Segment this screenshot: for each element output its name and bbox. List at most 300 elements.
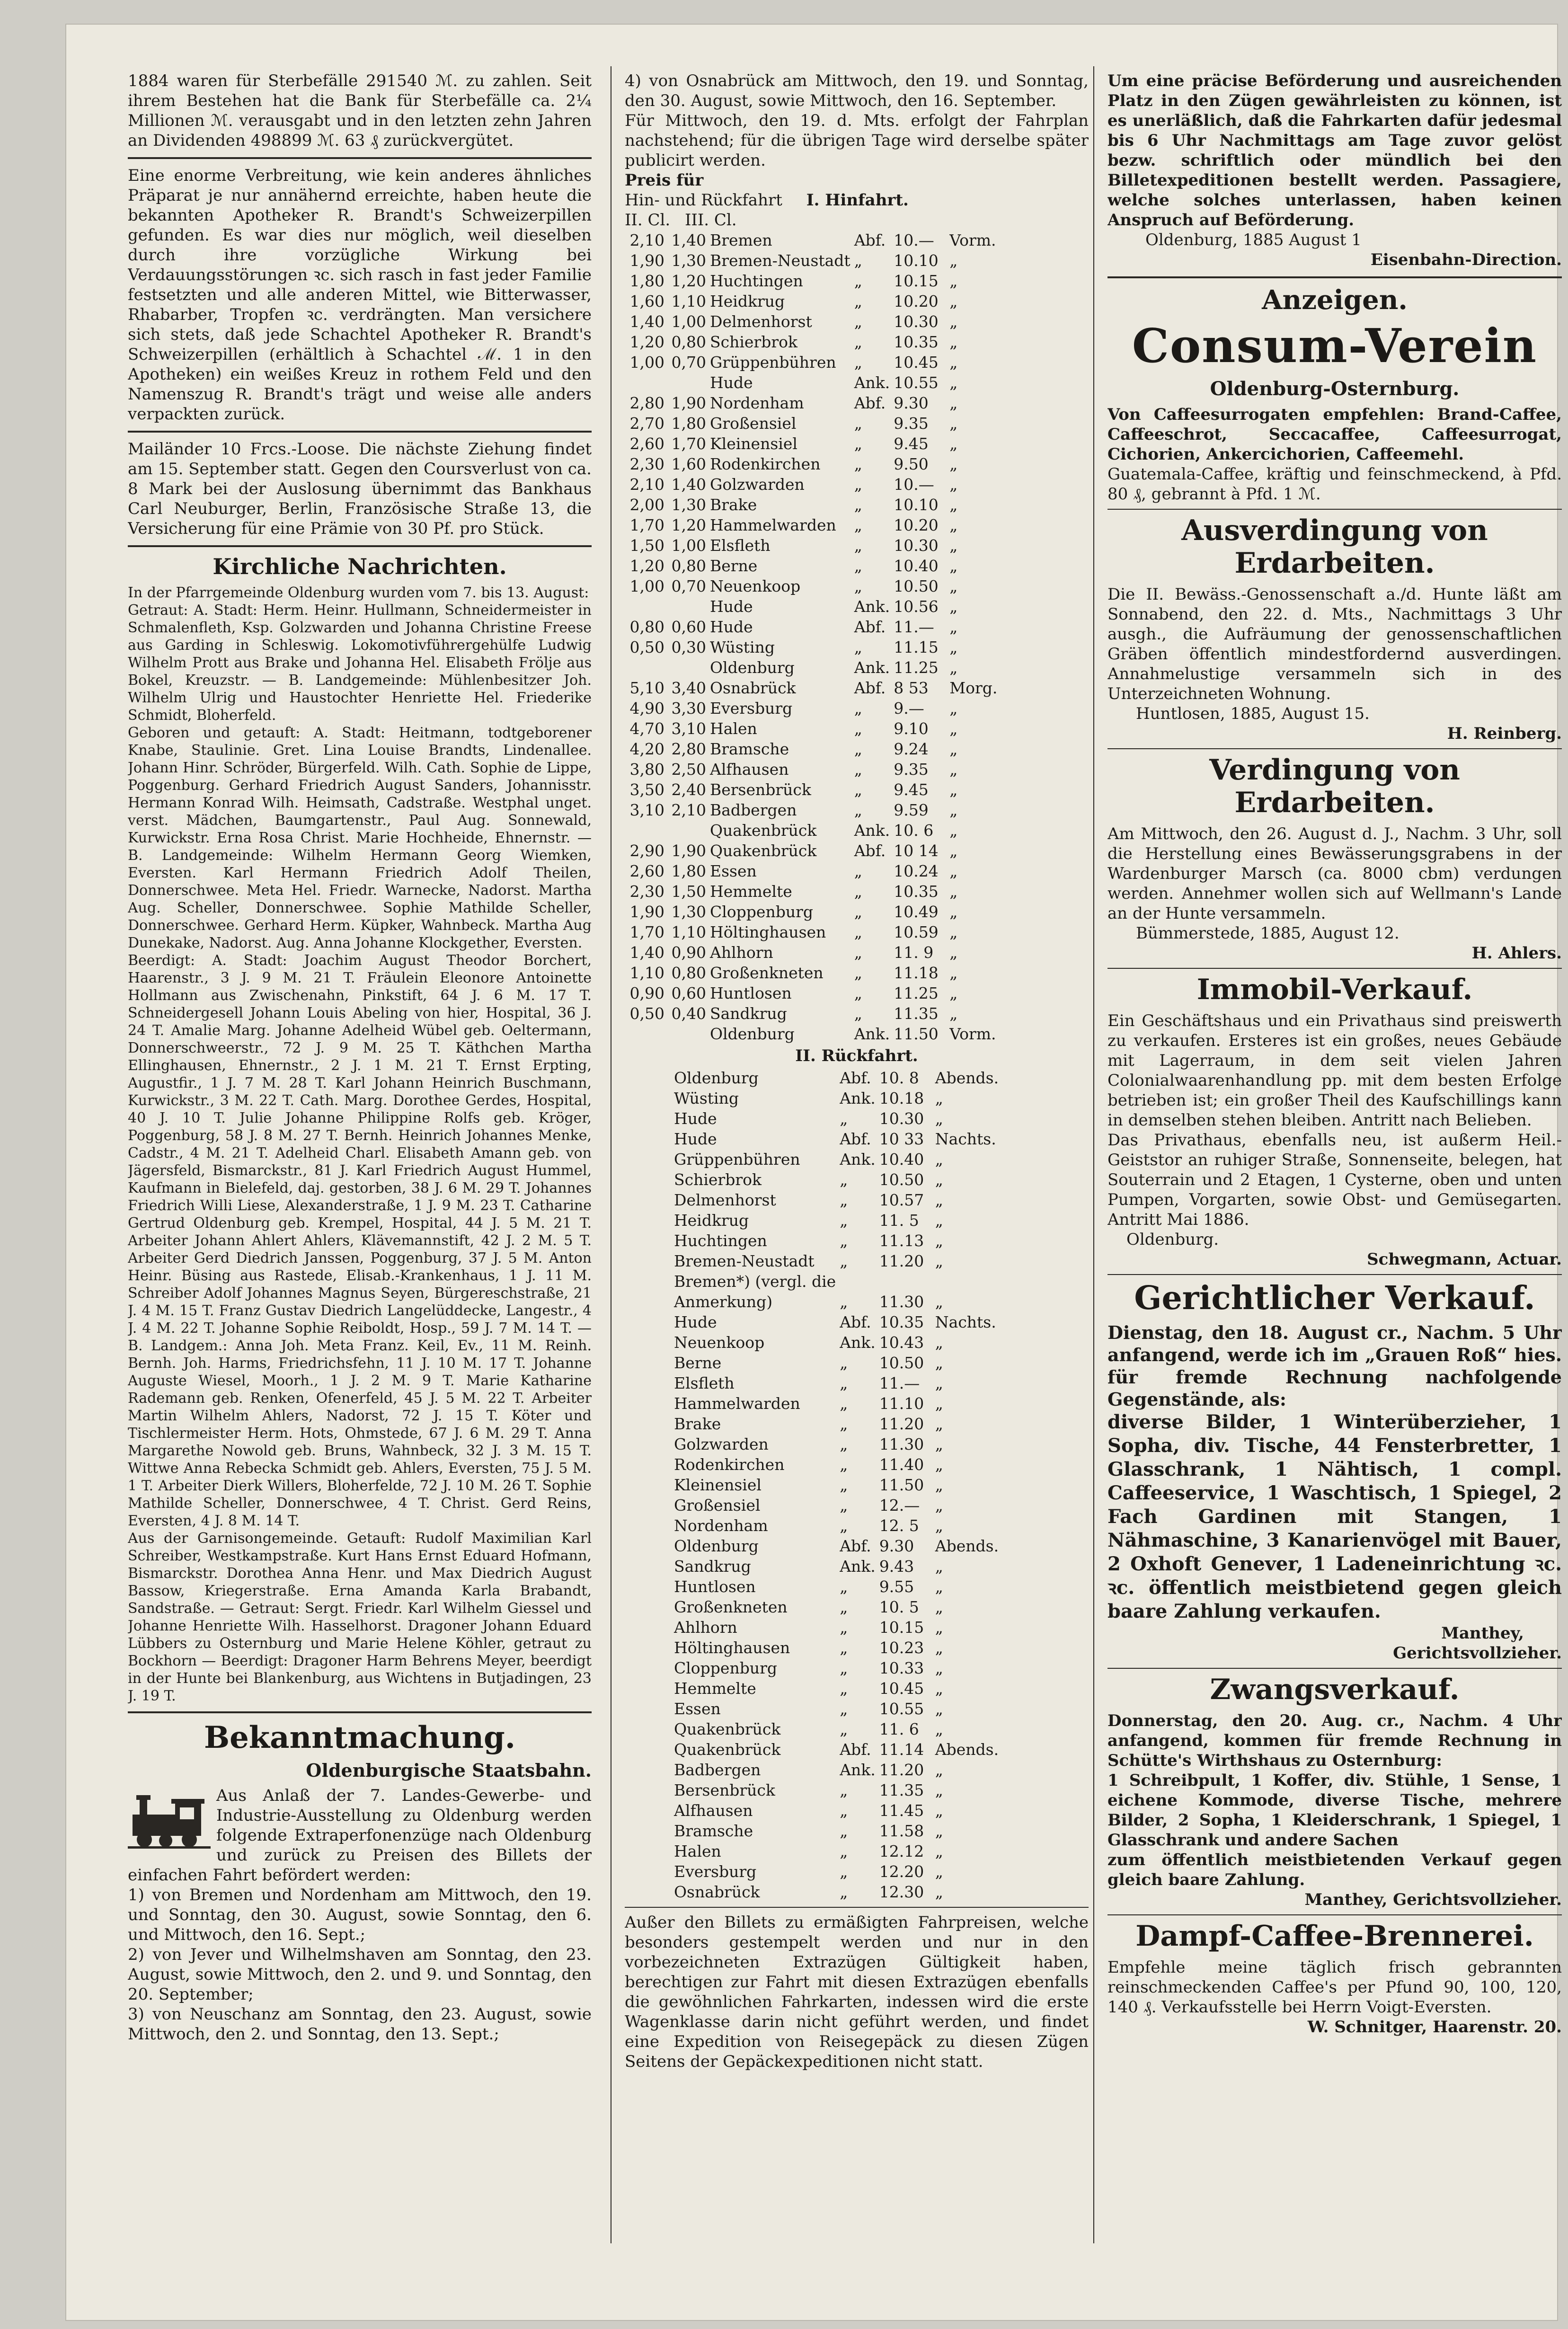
timetable-cell: 9.35: [894, 760, 929, 779]
class-3-label: III. Cl.: [685, 211, 737, 230]
timetable-cell: „: [840, 1516, 848, 1535]
timetable-cell: 1,60: [671, 455, 706, 473]
railway-subtitle: Oldenburgische Staatsbahn.: [306, 1760, 592, 1781]
timetable-cell: 11.45: [879, 1801, 924, 1820]
timetable-cell: „: [935, 1516, 943, 1535]
court-sale-items: diverse Bilder, 1 Winterüberzieher, 1 Sopha, div. Tische, 44 Fensterbretter, 1 Glasschrank, 1 Nähtisch, 1 compl. Caffeeservice, 1 Waschtisch, 1 Spiegel, 2 Fach Gardinen mit Stangen, 1 Nähmaschine, 3 Kanarienvögel mit Bauer, 2 Oxhoft Genever, 1 Ladeneinrichtung ꝛc. ꝛc. öffentlich meistbietend gegen gleich baare Zahlung verkaufen.: [1107, 1411, 1562, 1623]
timetable-cell: „: [854, 740, 862, 758]
timetable-cell: „: [935, 1781, 943, 1799]
timetable-cell: 10.35: [879, 1313, 924, 1331]
timetable-cell: 2,80: [671, 740, 706, 758]
timetable-cell: „: [840, 1354, 848, 1372]
timetable-cell: Oldenburg: [710, 1025, 795, 1043]
timetable-cell: „: [949, 719, 958, 738]
timetable-cell: 0,30: [671, 638, 706, 656]
timetable-cell: „: [854, 903, 862, 921]
timetable-cell: 1,10: [671, 292, 706, 310]
timetable-cell: „: [840, 1435, 848, 1453]
timetable-row: [672, 1149, 1006, 1169]
timetable-cell: 11. 6: [879, 1720, 919, 1738]
railway-notice-signature: Eisenbahn-Direction.: [1370, 250, 1562, 269]
timetable-cell: „: [854, 882, 862, 901]
timetable-row: [625, 535, 1089, 556]
timetable-cell: „: [854, 455, 862, 473]
timetable-cell: Abf.: [840, 1313, 871, 1331]
timetable-cell: Hemmelte: [710, 882, 792, 901]
timetable-cell: „: [949, 251, 958, 270]
timetable-cell: 1,50: [671, 882, 706, 901]
timetable-cell: 2,70: [629, 414, 664, 433]
timetable-row: [672, 1210, 1006, 1231]
timetable-row: [625, 657, 1089, 678]
timetable-row: [672, 1271, 1006, 1292]
timetable-row: [672, 1882, 1006, 1902]
timetable-cell: 1,10: [629, 964, 664, 982]
timetable-cell: Ank.: [854, 597, 890, 616]
timetable-cell: Huchtingen: [674, 1231, 767, 1250]
timetable-cell: „: [935, 1577, 943, 1596]
timetable-cell: 9.30: [879, 1537, 914, 1555]
timetable-cell: 2,10: [629, 231, 664, 249]
timetable-cell: „: [949, 333, 958, 351]
timetable-cell: „: [949, 414, 958, 433]
timetable-cell: [625, 820, 666, 841]
consum-verein-text: Von Caffeesurrogaten empfehlen: Brand-Caffee, Caffeeschrot, Seccacaffee, Caffeesurrogat, Cichorien, Ankercichorien, Caffeemehl.: [1107, 405, 1562, 464]
timetable-cell: „: [949, 516, 958, 534]
timetable-row: [625, 413, 1089, 434]
timetable-cell: Kleinensiel: [710, 434, 797, 453]
timetable-cell: 1,60: [629, 292, 664, 310]
timetable-cell: „: [854, 1004, 862, 1023]
timetable-cell: 4,70: [629, 719, 664, 738]
timetable-class-head: [625, 210, 1089, 230]
timetable-cell: 8 53: [894, 679, 929, 697]
timetable-cell: 1,40: [671, 231, 706, 249]
timetable-cell: „: [949, 577, 958, 595]
timetable-cell: „: [935, 1618, 943, 1637]
timetable-cell: „: [854, 984, 862, 1002]
timetable-cell: „: [854, 557, 862, 575]
timetable-cell: Essen: [674, 1700, 721, 1718]
timetable-cell: Abends.: [935, 1537, 999, 1555]
timetable-cell: 1,70: [671, 434, 706, 453]
timetable-row: [625, 596, 1089, 617]
timetable-cell: „: [949, 1004, 958, 1023]
timetable-cell: 10.20: [894, 516, 939, 534]
timetable-cell: Osnabrück: [710, 679, 796, 697]
timetable-cell: 2,10: [629, 475, 664, 494]
timetable-cell: 10 14: [894, 841, 939, 860]
timetable-cell: Morg.: [949, 679, 998, 697]
forced-sale-lead: Donnerstag, den 20. Aug. cr., Nachm. 4 Uhr anfangend, kommen für fremde Rechnung in Schütte's Wirthshaus zu Osternburg:: [1107, 1711, 1562, 1771]
timetable-row: [625, 1024, 1089, 1044]
timetable-cell: 1,70: [629, 923, 664, 941]
timetable-cell: Quakenbrück: [674, 1720, 781, 1738]
timetable-cell: Anmerkung): [674, 1293, 773, 1311]
timetable-cell: 1,20: [629, 557, 664, 575]
announcement-item-4: 4) von Osnabrück am Mittwoch, den 19. und Sonntag, den 30. August, sowie Mittwoch, den 16. September.: [625, 71, 1089, 110]
timetable-row: [625, 454, 1089, 474]
timetable-row: [672, 1617, 1006, 1638]
timetable-row: [672, 1251, 1006, 1271]
timetable-row: [625, 230, 1089, 250]
timetable-cell: „: [840, 1862, 848, 1881]
timetable-cell: Nordenham: [674, 1516, 768, 1535]
timetable-cell: „: [840, 1801, 848, 1820]
timetable-row: [625, 495, 1089, 515]
timetable-cell: „: [949, 903, 958, 921]
timetable-cell: Höltinghausen: [710, 923, 826, 941]
timetable-head-roundtrip: Hin- und Rückfahrt: [625, 191, 782, 210]
timetable-cell: „: [935, 1354, 943, 1372]
timetable-row: [625, 271, 1089, 291]
timetable-cell: Quakenbrück: [710, 821, 817, 840]
timetable-cell: Bremen-Neustadt: [710, 251, 850, 270]
timetable-cell: Badbergen: [710, 801, 797, 819]
timetable-cell: 2,50: [671, 760, 706, 779]
timetable-cell: 10.59: [894, 923, 939, 941]
timetable-cell: 10.23: [879, 1638, 924, 1657]
timetable-cell: 10.15: [879, 1618, 924, 1637]
timetable-cell: 10.30: [894, 312, 939, 331]
timetable-cell: 12.20: [879, 1862, 924, 1881]
timetable-cell: Nachts.: [935, 1313, 996, 1331]
timetable-cell: „: [854, 780, 862, 799]
timetable-cell: 11.50: [879, 1476, 924, 1494]
timetable-cell: Eversburg: [710, 699, 793, 717]
timetable-cell: 2,30: [629, 882, 664, 901]
timetable-cell: „: [854, 719, 862, 738]
railway-notice-date: Oldenburg, 1885 August 1: [1145, 230, 1362, 249]
timetable-cell: Ank.: [840, 1150, 876, 1169]
timetable-cell: 1,40: [629, 943, 664, 962]
timetable-cell: „: [949, 455, 958, 473]
consum-verein-subtitle: Oldenburg-Osternburg.: [1210, 378, 1460, 400]
timetable-cell: „: [935, 1476, 943, 1494]
divider: [625, 1907, 1089, 1908]
coffee-roastery-text: Empfehle meine täglich frisch gebrannten reinschmeckenden Caffee's per Pfund 90, 100, 120, 140 ₰. Verkaufsstelle bei Herrn Voigt-Eversten.: [1107, 1958, 1562, 2017]
announcement-title: Bekanntmachung.: [204, 1720, 516, 1755]
timetable-cell: 1,30: [671, 251, 706, 270]
timetable-cell: „: [935, 1109, 943, 1128]
timetable-cell: Hude: [710, 618, 753, 636]
timetable-cell: 11.20: [879, 1415, 924, 1433]
timetable-cell: [666, 820, 708, 841]
timetable-row: [625, 332, 1089, 352]
timetable-cell: „: [949, 984, 958, 1002]
outbound-timetable: [625, 230, 1089, 1044]
timetable-cell: Großenkneten: [710, 964, 824, 982]
timetable-cell: „: [935, 1598, 943, 1616]
timetable-cell: Hemmelte: [674, 1679, 756, 1698]
timetable-row: [672, 1068, 1006, 1088]
timetable-row: [625, 311, 1089, 332]
timetable-cell: 10. 5: [879, 1598, 919, 1616]
timetable-cell: 9.55: [879, 1577, 914, 1596]
immobil-place: Oldenburg.: [1126, 1230, 1219, 1249]
timetable-cell: 10.20: [894, 292, 939, 310]
timetable-cell: Huntlosen: [710, 984, 792, 1002]
column-left: [128, 71, 592, 2044]
railway-notice: Um eine präcise Beförderung und ausreichenden Platz in den Zügen gewährleisten zu können, ist es unerläßlich, daß die Fahrkarten dafür jedesmal bis 6 Uhr Nachmittags am Tage zuvor gelöst bezw. schriftlich oder mündlich bei den Billetexpeditionen bestellt werden. Passagiere, welche solches unterlassen, haben keinen Anspruch auf Beförderung.: [1107, 71, 1562, 230]
ausverdingung-title: Ausverdingung von Erdarbeiten.: [1181, 514, 1488, 580]
timetable-row: [625, 678, 1089, 698]
timetable-cell: 9.35: [894, 414, 929, 433]
timetable-row: [625, 1003, 1089, 1024]
timetable-cell: 0,90: [671, 943, 706, 962]
timetable-row: [625, 902, 1089, 922]
timetable-cell: 0,50: [629, 1004, 664, 1023]
ausverdingung-date: Huntlosen, 1885, August 15.: [1136, 704, 1370, 724]
timetable-cell: 10.45: [879, 1679, 924, 1698]
timetable-cell: Ank.: [854, 658, 890, 677]
timetable-row: [625, 759, 1089, 779]
timetable-cell: „: [840, 1720, 848, 1738]
timetable-cell: Osnabrück: [674, 1883, 760, 1901]
timetable-cell: „: [949, 292, 958, 310]
timetable-cell: Großensiel: [674, 1496, 761, 1514]
timetable-cell: „: [935, 1150, 943, 1169]
timetable-cell: „: [840, 1842, 848, 1860]
timetable-cell: Brake: [674, 1415, 721, 1433]
timetable-cell: 10.33: [879, 1659, 924, 1677]
column-divider: [1093, 66, 1094, 2243]
timetable-row: [625, 881, 1089, 902]
timetable-cell: „: [854, 801, 862, 819]
timetable-cell: Berne: [674, 1354, 722, 1372]
timetable-cell: 2,60: [629, 862, 664, 880]
forced-sale-tail: zum öffentlich meistbietenden Verkauf gegen gleich baare Zahlung.: [1107, 1851, 1562, 1890]
timetable-cell: Abf.: [840, 1740, 871, 1759]
timetable-row: [672, 1312, 1006, 1332]
timetable-cell: 10.56: [894, 597, 939, 616]
timetable-row: [625, 800, 1089, 820]
column-middle: [625, 71, 1089, 2072]
timetable-cell: Ank.: [840, 1761, 876, 1779]
timetable-cell: 10.30: [879, 1109, 924, 1128]
timetable-row: [625, 250, 1089, 271]
timetable-row: [625, 698, 1089, 718]
brandt-pills-ad: Eine enorme Verbreitung, wie kein anderes ähnliches Präparat je nur annähernd erreichte, haben heute die bekannten Apotheker R. Brandt's Schweizerpillen gefunden. Es war dies nur möglich, weil dieselben durch ihre vorzügliche Wirkung bei Verdauungsstörungen ꝛc. sich rasch in fast jeder Familie festsetzten und alle anderen Mittel, wie Bitterwasser, Rhabarber, Tropfen ꝛc. verdrängten. Man versichere sich stets, daß jede Schachtel Apotheker R. Brandt's Schweizerpillen (erhältlich à Schachtel ℳ. 1 in den Apotheken) ein weißes Kreuz in rothem Feld und den Namenszug R. Brandt's trägt und weise alle anders verpackten zurück.: [128, 166, 592, 424]
timetable-cell: „: [935, 1557, 943, 1576]
timetable-row: [625, 983, 1089, 1003]
timetable-cell: 11.14: [879, 1740, 924, 1759]
timetable-cell: 10.55: [894, 373, 939, 392]
consum-verein-title: Consum-Verein: [1132, 319, 1538, 374]
timetable-cell: Neuenkoop: [674, 1333, 765, 1352]
timetable-cell: 10.45: [894, 353, 939, 372]
timetable-cell: Quakenbrück: [674, 1740, 781, 1759]
timetable-cell: 10.35: [894, 333, 939, 351]
timetable-cell: „: [854, 964, 862, 982]
ausverdingung-text: Die II. Bewäss.-Genossenschaft a./d. Hunte läßt am Sonnabend, den 22. d. Mts., Nachmittags 3 Uhr ausgh., die Aufräumung der genossenschaftlichen Gräben öffentlich mindestfordernd ausverdingen. Annahmelustige versammeln sich in des Unterzeichneten Wohnung.: [1107, 585, 1562, 704]
timetable-cell: „: [935, 1496, 943, 1514]
timetable-cell: Ank.: [840, 1333, 876, 1352]
timetable-cell: 11.15: [894, 638, 939, 656]
timetable-cell: 11.35: [879, 1781, 924, 1799]
timetable-cell: „: [935, 1415, 943, 1433]
timetable-cell: „: [949, 780, 958, 799]
timetable-cell: Abends.: [935, 1740, 999, 1759]
forced-sale-title: Zwangsverkauf.: [1210, 1673, 1460, 1707]
divider: [128, 431, 592, 433]
timetable-cell: „: [840, 1211, 848, 1230]
timetable-cell: 10. 6: [894, 821, 934, 840]
coffee-roastery-title: Dampf-Caffee-Brennerei.: [1135, 1920, 1534, 1953]
timetable-cell: „: [949, 496, 958, 514]
timetable-cell: 1,10: [671, 923, 706, 941]
timetable-cell: Hammelwarden: [674, 1394, 800, 1413]
timetable-cell: 11.13: [879, 1231, 924, 1250]
column-right: [1107, 71, 1562, 2037]
timetable-cell: „: [949, 841, 958, 860]
timetable-cell: 0,60: [671, 618, 706, 636]
timetable-cell: Grüppenbühren: [674, 1150, 800, 1169]
verdingung-title: Verdingung von Erdarbeiten.: [1209, 753, 1460, 820]
timetable-cell: 0,80: [671, 964, 706, 982]
timetable-cell: „: [854, 475, 862, 494]
timetable-cell: „: [935, 1394, 943, 1413]
timetable-cell: 5,10: [629, 679, 664, 697]
timetable-cell: 2,90: [629, 841, 664, 860]
timetable-cell: „: [935, 1191, 943, 1209]
timetable-cell: 11.35: [894, 1004, 939, 1023]
timetable-cell: Eversburg: [674, 1862, 757, 1881]
timetable-cell: Heidkrug: [710, 292, 785, 310]
timetable-cell: „: [935, 1822, 943, 1840]
court-sale-signature-title: Gerichtsvollzieher.: [1393, 1644, 1562, 1663]
timetable-cell: Abends.: [935, 1069, 999, 1087]
coffee-roastery-signature: W. Schnitger, Haarenstr. 20.: [1307, 2018, 1562, 2037]
timetable-cell: 0,40: [671, 1004, 706, 1023]
timetable-cell: [625, 657, 666, 678]
church-buried: Beerdigt: A. Stadt: Joachim August Theodor Borchert, Haarenstr., 3 J. 9 M. 21 T. Fräulein Eleonore Antoinette Hollmann aus Zwischenahn, Pinkstift, 64 J. 6 M. 17 T. Schneidergesell Johann Louis Abeling von hier, Hospital, 36 J. 24 T. Amalie Marg. Johanne Adelheid Wübel geb. Oeltermann, Donnerschweerstr., 72 J. 9 M. 25 T. Käthchen Martha Ellinghausen, Ehnernstr., 2 J. 1 M. 21 T. Ernst Erpting, Augustfir., 1 J. 7 M. 28 T. Karl Johann Heinrich Buschmann, Kurwickstr., 3 M. 22 T. Cath. Marg. Dorothee Gerdes, Hospital, 40 J. 10 T. Julie Johanne Philippine Rolfs geb. Kröger, Poggenburg, 58 J. 8 M. 27 T. Bernh. Heinrich Johannes Menke, Cadstr., 4 M. 21 T. Adelheid Charl. Elisabeth Amann geb. von Jägersfeld, Bismarckstr., 81 J. Karl Friedrich August Hummel, Kaufmann in Bielefeld, daj. gestorben, 38 J. 6 M. 29 T. Johannes Friedrich Willi Liese, Alexanderstraße, 1 J. 9 M. 23 T. Catharine Gertrud Oldenburg geb. Krempel, Hospital, 44 J. 5 M. 21 T. Arbeiter Johann Ahlert Ahlers, Klävemannstift, 42 J. 2 M. 5 T. Arbeiter Gerd Diedrich Janssen, Poggenburg, 37 J. 5 M. Anton Heinr. Büsing aus Rastede, Elisab.-Krankenhaus, 1 J. 11 M. Schreiber Adolf Johannes Magnus Seyen, Bürgereschstraße, 21 J. 4 M. 15 T. Franz Gustav Diedrich Langelüddecke, Langestr., 4 J. 4 M. 22 T. Johanne Sophie Reiboldt, Hosp., 59 J. 7 M. 14 T. — B. Landgem.: Anna Joh. Meta Franz. Keil, Ev., 11 M. Reinh. Bernh. Joh. Harms, Friedrichsfehn, 11 J. 10 M. 17 T. Johanne Auguste Wiesel, Moorh., 1 J. 2 M. 9 T. Marie Katharine Rademann geb. Renken, Ofenerfeld, 45 J. 5 M. 22 T. Arbeiter Martin Wilhelm Ahlers, Nadorst, 72 J. 15 T. Köter und Tischlermeister Herm. Hots, Ohmstede, 67 J. 6 M. 29 T. Anna Margarethe Nowold geb. Bruns, Wahnbeck, 32 J. 3 M. 15 T. Wittwe Anna Rebecka Schmidt geb. Ahlers, Eversten, 75 J. 5 M. 1 T. Arbeiter Dierk Willers, Bloherfelde, 72 J. 10 M. 26 T. Sophie Mathilde Scheller, Donnerschwee, 4 T. Christ. Gerd Reins, Eversten, 4 J. 8 M. 14 T.: [128, 952, 592, 1529]
court-sale-title: Gerichtlicher Verkauf.: [1134, 1279, 1535, 1318]
timetable-cell: „: [949, 475, 958, 494]
timetable-row: [625, 841, 1089, 861]
timetable-cell: 3,10: [629, 801, 664, 819]
timetable-cell: [877, 1271, 933, 1292]
timetable-cell: „: [840, 1700, 848, 1718]
timetable-row: [625, 576, 1089, 596]
timetable-cell: 1,30: [671, 903, 706, 921]
timetable-cell: 1,20: [629, 333, 664, 351]
timetable-cell: Hammelwarden: [710, 516, 836, 534]
timetable-row: [672, 1231, 1006, 1251]
timetable-cell: 1,00: [629, 577, 664, 595]
timetable-cell: 9.10: [894, 719, 929, 738]
timetable-cell: „: [935, 1455, 943, 1474]
timetable-cell: Bramsche: [674, 1822, 753, 1840]
timetable-cell: „: [935, 1761, 943, 1779]
timetable-cell: Halen: [674, 1842, 721, 1860]
timetable-cell: „: [854, 353, 862, 372]
timetable-cell: „: [840, 1374, 848, 1392]
timetable-row: [672, 1638, 1006, 1658]
timetable-cell: Oldenburg: [674, 1537, 759, 1555]
timetable-cell: 1,20: [671, 272, 706, 290]
timetable-row: [625, 942, 1089, 963]
timetable-row: [672, 1169, 1006, 1190]
timetable-cell: „: [949, 312, 958, 331]
timetable-cell: 2,80: [629, 394, 664, 412]
timetable-cell: Abf.: [854, 394, 886, 412]
timetable-cell: Hude: [674, 1313, 717, 1331]
timetable-cell: Rodenkirchen: [710, 455, 821, 473]
timetable-cell: „: [854, 496, 862, 514]
timetable-cell: Abf.: [840, 1537, 871, 1555]
timetable-cell: Badbergen: [674, 1761, 761, 1779]
timetable-cell: „: [949, 618, 958, 636]
timetable-cell: 1,40: [671, 475, 706, 494]
timetable-cell: Oldenburg: [710, 658, 795, 677]
timetable-cell: 11.20: [879, 1761, 924, 1779]
timetable-cell: [933, 1271, 1006, 1292]
timetable-cell: „: [949, 658, 958, 677]
timetable-cell: Hude: [710, 373, 753, 392]
timetable-cell: 11.—: [879, 1374, 920, 1392]
timetable-cell: 1,90: [671, 394, 706, 412]
immobil-signature: Schwegmann, Actuar.: [1367, 1250, 1562, 1269]
timetable-cell: „: [949, 373, 958, 392]
timetable-cell: „: [949, 638, 958, 656]
timetable-row: [672, 1332, 1006, 1353]
timetable-cell: 1,20: [671, 516, 706, 534]
timetable-cell: [838, 1271, 877, 1292]
timetable-cell: Essen: [710, 862, 757, 880]
timetable-cell: „: [935, 1883, 943, 1901]
timetable-cell: „: [840, 1293, 848, 1311]
timetable-cell: 0,80: [629, 618, 664, 636]
timetable-cell: Abf.: [854, 841, 886, 860]
timetable-cell: „: [840, 1170, 848, 1189]
timetable-row: [672, 1393, 1006, 1414]
timetable-cell: 10.15: [894, 272, 939, 290]
timetable-cell: 9.30: [894, 394, 929, 412]
timetable-cell: „: [935, 1700, 943, 1718]
divider: [1107, 1274, 1562, 1275]
timetable-row: [625, 556, 1089, 576]
timetable-cell: 10.50: [879, 1354, 924, 1372]
timetable-row: [672, 1861, 1006, 1882]
timetable-cell: 1,90: [629, 251, 664, 270]
timetable-cell: 9.43: [879, 1557, 914, 1576]
verdingung-text: Am Mittwoch, den 26. August d. J., Nachm. 3 Uhr, soll die Herstellung eines Bewässerungsgrabens in der Wardenburger Marsch (ca. 8000 cbm) verdungen werden. Annehmer wollen sich auf Wellmann's Lande an der Hunte versammeln.: [1107, 824, 1562, 923]
church-news-title: Kirchliche Nachrichten.: [213, 554, 507, 579]
timetable-cell: „: [840, 1496, 848, 1514]
timetable-cell: Golzwarden: [710, 475, 805, 494]
timetable-row: [625, 779, 1089, 800]
timetable-cell: 0,50: [629, 638, 664, 656]
timetable-cell: 10.10: [894, 251, 939, 270]
timetable-cell: „: [854, 577, 862, 595]
timetable-cell: „: [840, 1618, 848, 1637]
timetable-cell: 10.24: [894, 862, 939, 880]
divider: [1107, 1668, 1562, 1669]
timetable-cell: „: [949, 353, 958, 372]
timetable-cell: 10.18: [879, 1089, 924, 1107]
timetable-cell: 2,60: [629, 434, 664, 453]
timetable-cell: 10.30: [894, 536, 939, 555]
timetable-cell: „: [854, 272, 862, 290]
timetable-cell: „: [949, 923, 958, 941]
court-sale-signature-name: Manthey,: [1441, 1624, 1524, 1643]
timetable-cell: 10.40: [894, 557, 939, 575]
timetable-cell: 10.50: [879, 1170, 924, 1189]
timetable-cell: 10.35: [894, 882, 939, 901]
divider: [128, 1711, 592, 1713]
timetable-row: [672, 1190, 1006, 1210]
